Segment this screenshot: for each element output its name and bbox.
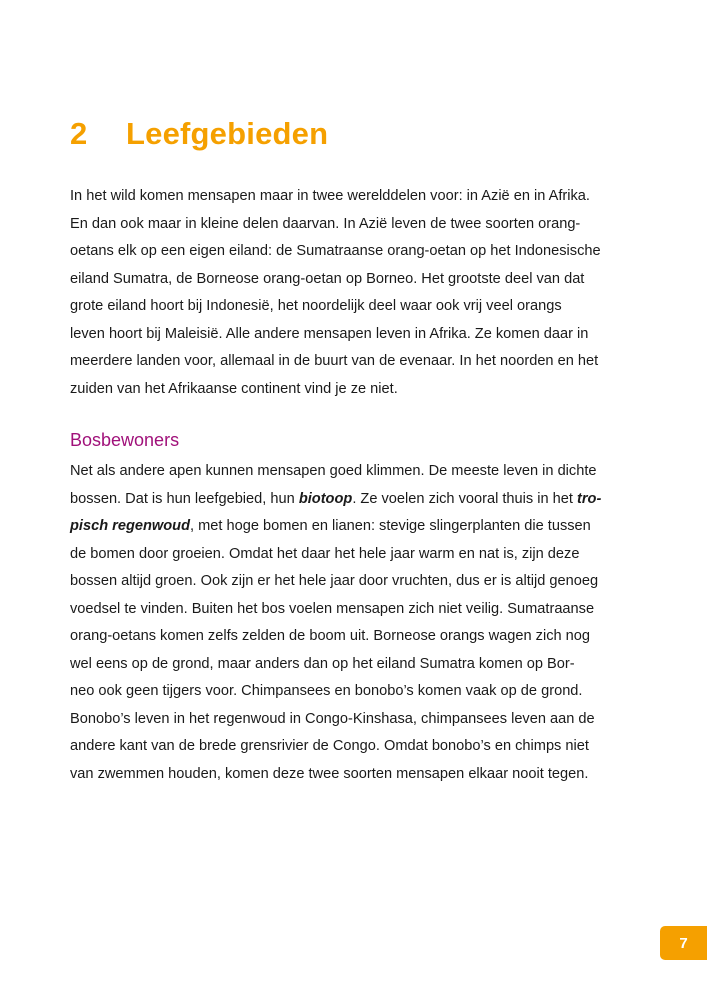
text-fragment: , met hoge bomen en lianen: stevige slingerplanten die tussen (190, 518, 591, 534)
text-line: Net als andere apen kunnen mensapen goed klimmen. De meeste leven in dichte (70, 463, 597, 479)
page-number-badge (660, 926, 707, 960)
text-fragment: . Ze voelen zich vooral thuis in het (352, 490, 578, 507)
section-paragraph (70, 458, 642, 788)
text-line: In het wild komen mensapen maar in twee werelddelen voor: in Azië en in Afrika. (70, 188, 590, 204)
text-line: En dan ook maar in kleine delen daarvan. In Azië leven de twee soorten orang- (70, 215, 581, 232)
text-line: neo ook geen tijgers voor. Chimpansees en bonobo’s komen vaak op de grond. (70, 683, 583, 699)
text-line (70, 486, 642, 514)
term-tropisch-part2: pisch regenwoud (70, 518, 191, 534)
text-line: voedsel te vinden. Buiten het bos voelen mensapen zich niet veilig. Sumatraanse (70, 600, 595, 617)
text-line (70, 513, 642, 541)
text-line: leven hoort bij Maleisië. Alle andere mensapen leven in Afrika. Ze komen daar in (70, 325, 589, 342)
text-line: wel eens op de grond, maar anders dan op het eiland Sumatra komen op Bor- (70, 655, 575, 672)
text-line: bossen altijd groen. Ook zijn er het hele jaar door vruchten, dus er is altijd genoeg (70, 573, 599, 589)
text-line: orang-oetans komen zelfs zelden de boom uit. Borneose orangs wagen zich nog (70, 628, 591, 644)
text-fragment: bossen. Dat is hun leefgebied, hun (70, 490, 299, 507)
text-line: de bomen door groeien. Omdat het daar het hele jaar warm en nat is, zijn deze (70, 545, 580, 562)
term-tropisch-part1: tro- (577, 490, 602, 507)
section-heading: Bosbewoners (70, 430, 180, 450)
chapter-number: 2 (70, 116, 88, 151)
text-line: van zwemmen houden, komen deze twee soorten mensapen elkaar nooit tegen. (70, 765, 589, 782)
text-line: grote eiland hoort bij Indonesië, het noordelijk deel waar ook vrij veel orangs (70, 298, 562, 314)
page-number: 7 (679, 934, 688, 952)
text-line: andere kant van de brede grensrivier de Congo. Omdat bonobo’s en chimps niet (70, 738, 589, 754)
term-biotoop: biotoop (298, 490, 353, 507)
text-line: Bonobo’s leven in het regenwoud in Congo-Kinshasa, chimpansees leven aan de (70, 710, 595, 727)
text-line: meerdere landen voor, allemaal in de buurt van de evenaar. In het noorden en het (70, 353, 599, 369)
chapter-title: Leefgebieden (126, 116, 329, 151)
text-line: eiland Sumatra, de Borneose orang-oetan op Borneo. Het grootste deel van dat (70, 270, 585, 287)
intro-paragraph (70, 183, 642, 403)
chapter-heading (70, 116, 328, 152)
text-line: zuiden van het Afrikaanse continent vind je ze niet. (70, 380, 398, 397)
text-line: oetans elk op een eigen eiland: de Sumatraanse orang-oetan op het Indonesische (70, 243, 601, 259)
